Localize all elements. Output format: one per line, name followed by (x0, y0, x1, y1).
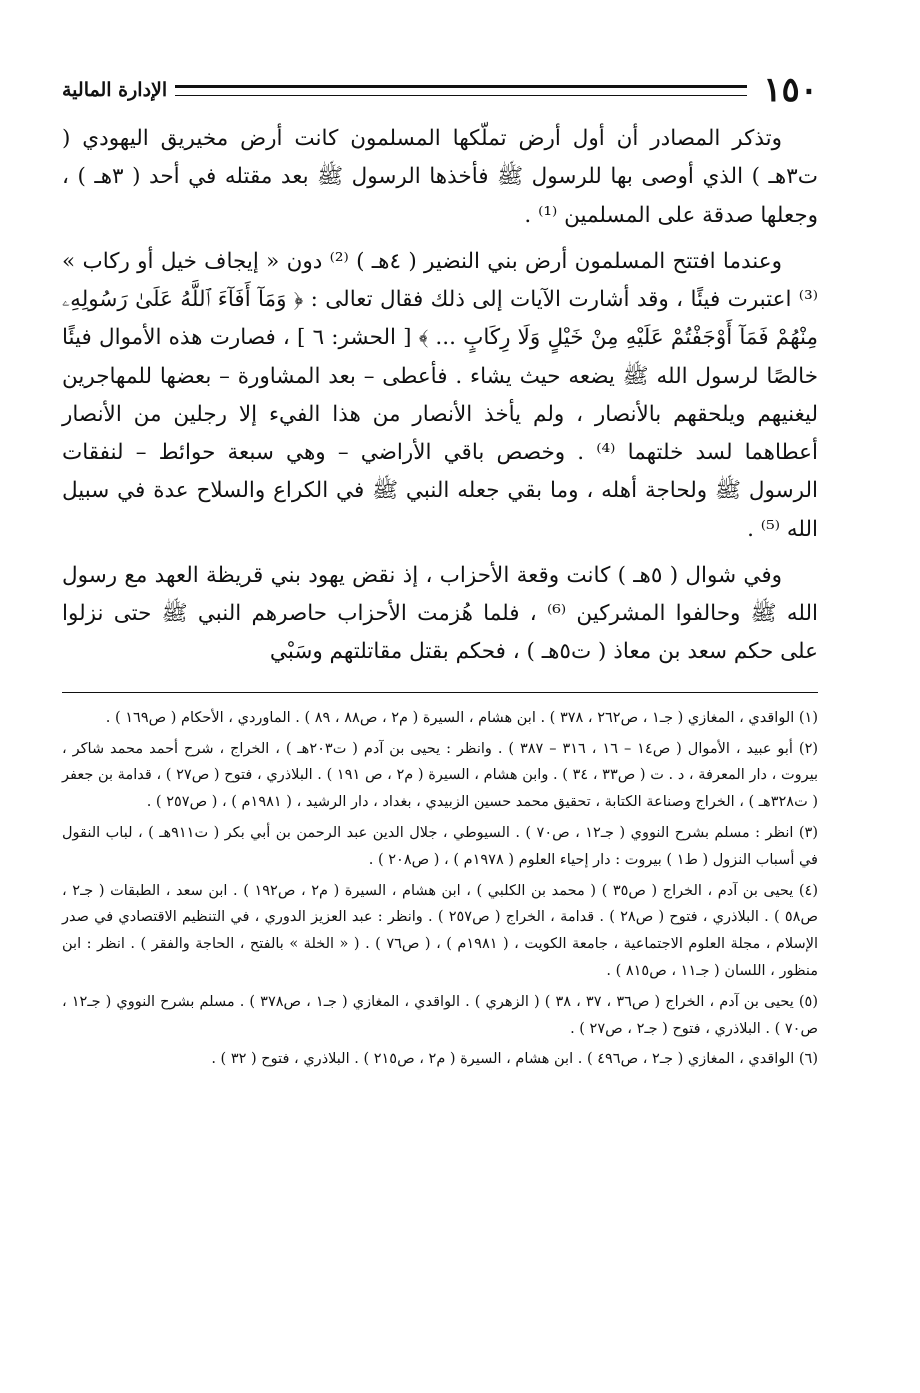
footnote-divider (62, 692, 818, 693)
header-divider (175, 85, 747, 96)
footnote-2: (٢) أبو عبيد ، الأموال ( ص١٤ – ١٦ ، ٣١٦ – ٣٨٧ ) . وانظر : يحيى بن آدم ( ت٢٠٣هـ ) ، الخراج ، شرح أحمد محمد شاكر ، بيروت ، دار المعرفة ، د . ت ( ص٣٣ ، ٣٤ ) . وابن هشام ، السيرة ( م٢ ، ص ١٩١ ) . البلاذري ، فتوح ( ص٢٧ ) ، قدامة بن جعفر ( ت٣٢٨هـ ) ، الخراج وصناعة الكتابة ، تحقيق محمد حسين الزبيدي ، بغداد ، دار الرشيد ، ( ١٩٨١م ) ، ( ص٢٥٧ ) . (62, 740, 819, 811)
footnote-3: (٣) انظر : مسلم بشرح النووي ( جـ١٢ ، ص٧٠ ) . السيوطي ، جلال الدين عبد الرحمن بن أبي بكر ( ت٩١١هـ ) ، لباب النقول في أسباب النزول ( ط١ ) بيروت : دار إحياء العلوم ( ١٩٧٨م ) ، ( ص٢٠٨ ) . (62, 824, 818, 868)
paragraph-1: وتذكر المصادر أن أول أرض تملّكها المسلمون كانت أرض مخيريق اليهودي ( ت٣هـ ) الذي أوصى بها للرسول ﷺ فأخذها الرسول ﷺ بعد مقتله في أحد ( ٣هـ ) ، وجعلها صدقة على المسلمين ⁽¹⁾ . (62, 126, 818, 228)
running-title: الإدارة المالية (62, 79, 168, 101)
footnote-6: (٦) الواقدي ، المغازي ( جـ٢ ، ص٤٩٦ ) . ابن هشام ، السيرة ( م٢ ، ص٢١٥ ) . البلاذري ، فتوح ( ٣٢ ) . (211, 1051, 818, 1068)
main-text (62, 120, 818, 672)
book-page (62, 68, 818, 1077)
footnote-1: (١) الواقدي ، المغازي ( جـ١ ، ص٢٦٢ ، ٣٧٨ ) . ابن هشام ، السيرة ( م٢ ، ص٨٨ ، ٨٩ ) . الماوردي ، الأحكام ( ص١٦٩ ) . (105, 709, 818, 726)
footnote-4: (٤) يحيى بن آدم ، الخراج ( ص٣٥ ) ( محمد بن الكلبي ) ، ابن هشام ، السيرة ( م٢ ، ص١٩٢ ) . ابن سعد ، الطبقات ( جـ٢ ، ص٥٨ ) . البلاذري ، فتوح ( ص٢٨ ) . قدامة ، الخراج ( ص٢٥٧ ) . وانظر : عبد العزيز الدوري ، في التنظيم الاقتصادي في صدر الإسلام ، مجلة العلوم الاجتماعية ، جامعة الكويت ، ( ١٩٨١م ) ، ( ص٧٦ ) . ( « الخلة » بالفتح ، الحاجة والفقر ) . انظر : ابن منظور ، اللسان ( جـ١١ ، ص٨١٥ ) . (62, 882, 818, 980)
footnotes-section (62, 705, 818, 1074)
page-number: ١٥٠ (763, 70, 818, 110)
footnote-5: (٥) يحيى بن آدم ، الخراج ( ص٣٦ ، ٣٧ ، ٣٨ ) ( الزهري ) . الواقدي ، المغازي ( جـ١ ، ص٣٧٨ ) . مسلم بشرح النووي ( جـ١٢ ، ص٧٠ ) . البلاذري ، فتوح ( جـ٢ ، ص٢٧ ) . (62, 993, 819, 1037)
page-header (62, 68, 818, 112)
paragraph-2: وعندما افتتح المسلمون أرض بني النضير ( ٤هـ ) ⁽²⁾ دون « إيجاف خيل أو ركاب » ⁽³⁾ اعتبرت فيئًا ، وقد أشارت الآيات إلى ذلك فقال تعالى : ﴿ وَمَآ أَفَآءَ ٱللَّهُ عَلَىٰ رَسُولِهِۦ مِنْهُمْ فَمَآ أَوْجَفْتُمْ عَلَيْهِ مِنْ خَيْلٍ وَلَا رِكَابٍ ... ﴾ [ الحشر: ٦ ] ، فصارت هذه الأموال فيئًا خالصًا لرسول الله ﷺ يضعه حيث يشاء . فأعطى – بعد المشاورة – بعضها للمهاجرين ليغنيهم ويلحقهم بالأنصار ، ولم يأخذ الأنصار من هذا الفيء إلا رجلين من الأنصار أعطاهما لسد خلتهما ⁽⁴⁾ . وخصص باقي الأراضي – وهي سبعة حوائط – لنفقات الرسول ﷺ ولحاجة أهله ، وما بقي جعله النبي ﷺ في الكراع والسلاح عدة في سبيل الله ⁽⁵⁾ . (62, 248, 819, 542)
paragraph-3: وفي شوال ( ٥هـ ) كانت وقعة الأحزاب ، إذ نقض يهود بني قريظة العهد مع رسول الله ﷺ وحالفوا المشركين ⁽⁶⁾ ، فلما هُزمت الأحزاب حاصرهم النبي ﷺ حتى نزلوا على حكم سعد بن معاذ ( ت٥هـ ) ، فحكم بقتل مقاتلتهم وسَبْي (62, 562, 818, 665)
